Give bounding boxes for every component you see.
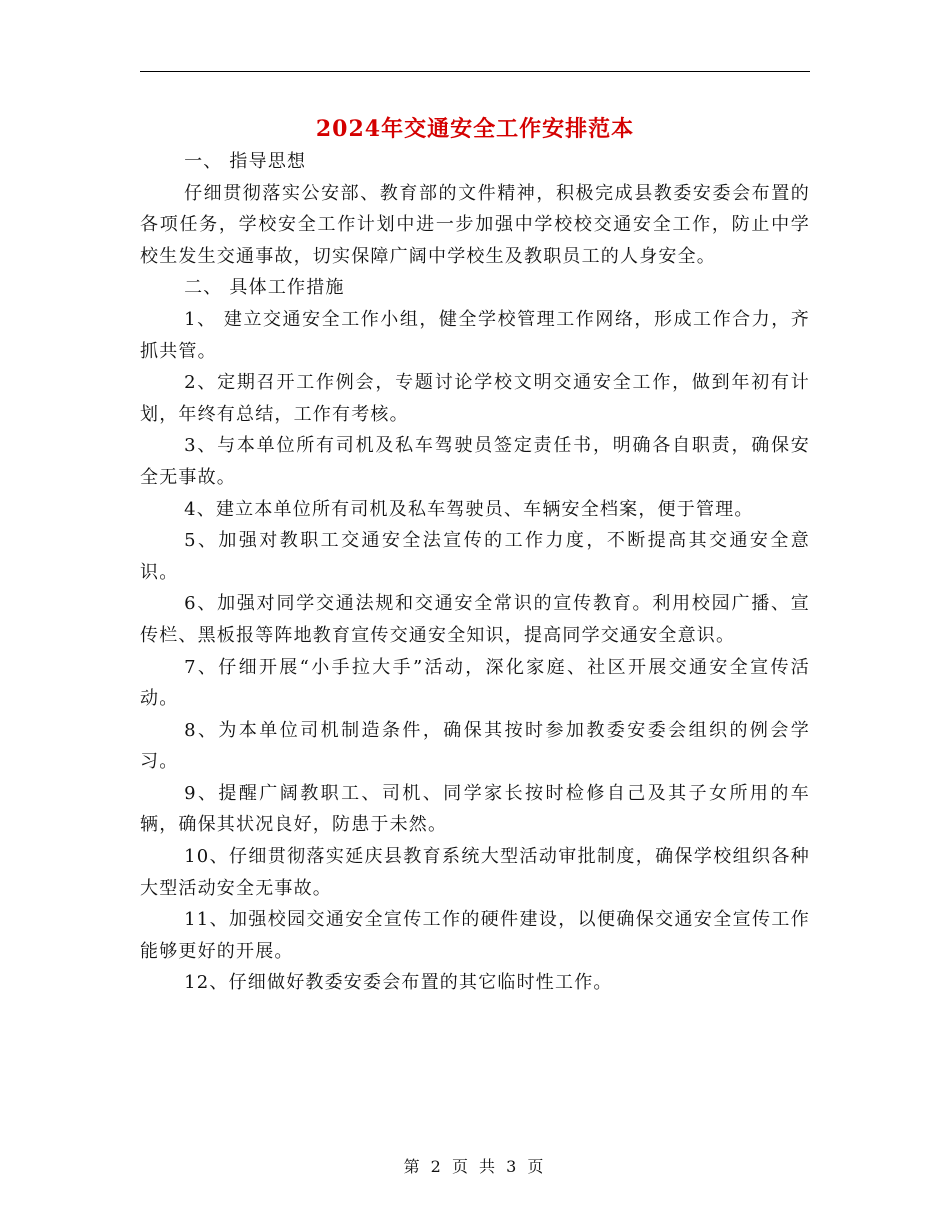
- section-heading-work-measures: 二、 具体工作措施: [184, 277, 345, 299]
- measure-item-12: 12、仔细做好教委安委会布置的其它临时性工作。: [184, 972, 613, 994]
- measure-item-2: 2、定期召开工作例会，专题讨论学校文明交通安全工作，做到年初有计划，年终有总结，工作有考核。: [140, 372, 810, 425]
- measure-item-8: 8、为本单位司机制造条件，确保其按时参加教委安委会组织的例会学习。: [140, 719, 810, 773]
- measure-item-7: 7、仔细开展“小手拉大手”活动，深化家庭、社区开展交通安全宣传活动。: [140, 656, 810, 710]
- measure-item-11: 11、加强校园交通安全宣传工作的硬件建设，以便确保交通安全宣传工作能够更好的开展。: [140, 909, 810, 962]
- measure-item-6: 6、加强对同学交通法规和交通安全常识的宣传教育。利用校园广播、宣传栏、黑板报等阵地教育宣传交通安全知识，提高同学交通安全意识。: [140, 593, 810, 646]
- document-title: 2024年交通安全工作安排范本: [315, 116, 635, 142]
- measure-item-1: 1、 建立交通安全工作小组，健全学校管理工作网络，形成工作合力，齐抓共管。: [140, 308, 810, 362]
- section-heading-guiding-ideology: 一、 指导思想: [184, 151, 307, 172]
- header-rule: [140, 71, 810, 72]
- document-body: [140, 146, 810, 999]
- measure-item-5: 5、加强对教职工交通安全法宣传的工作力度，不断提高其交通安全意识。: [140, 530, 810, 583]
- measure-item-10: 10、仔细贯彻落实延庆县教育系统大型活动审批制度，确保学校组织各种大型活动安全无事故。: [140, 846, 810, 899]
- measure-item-3: 3、与本单位所有司机及私车驾驶员签定责任书，明确各自职责，确保安全无事故。: [140, 435, 810, 488]
- paragraph: 仔细贯彻落实公安部、教育部的文件精神，积极完成县教委安委会布置的各项任务，学校安全工作计划中进一步加强中学校校交通安全工作，防止中学校生发生交通事故，切实保障广阔中学校生及教职员工的人身安全。: [140, 182, 810, 267]
- page-footer: 第 2 页 共 3 页: [403, 1157, 547, 1176]
- measure-item-4: 4、建立本单位所有司机及私车驾驶员、车辆安全档案，便于管理。: [184, 498, 754, 520]
- measure-item-9: 9、提醒广阔教职工、司机、同学家长按时检修自己及其子女所用的车辆，确保其状况良好，防患于未然。: [140, 782, 810, 836]
